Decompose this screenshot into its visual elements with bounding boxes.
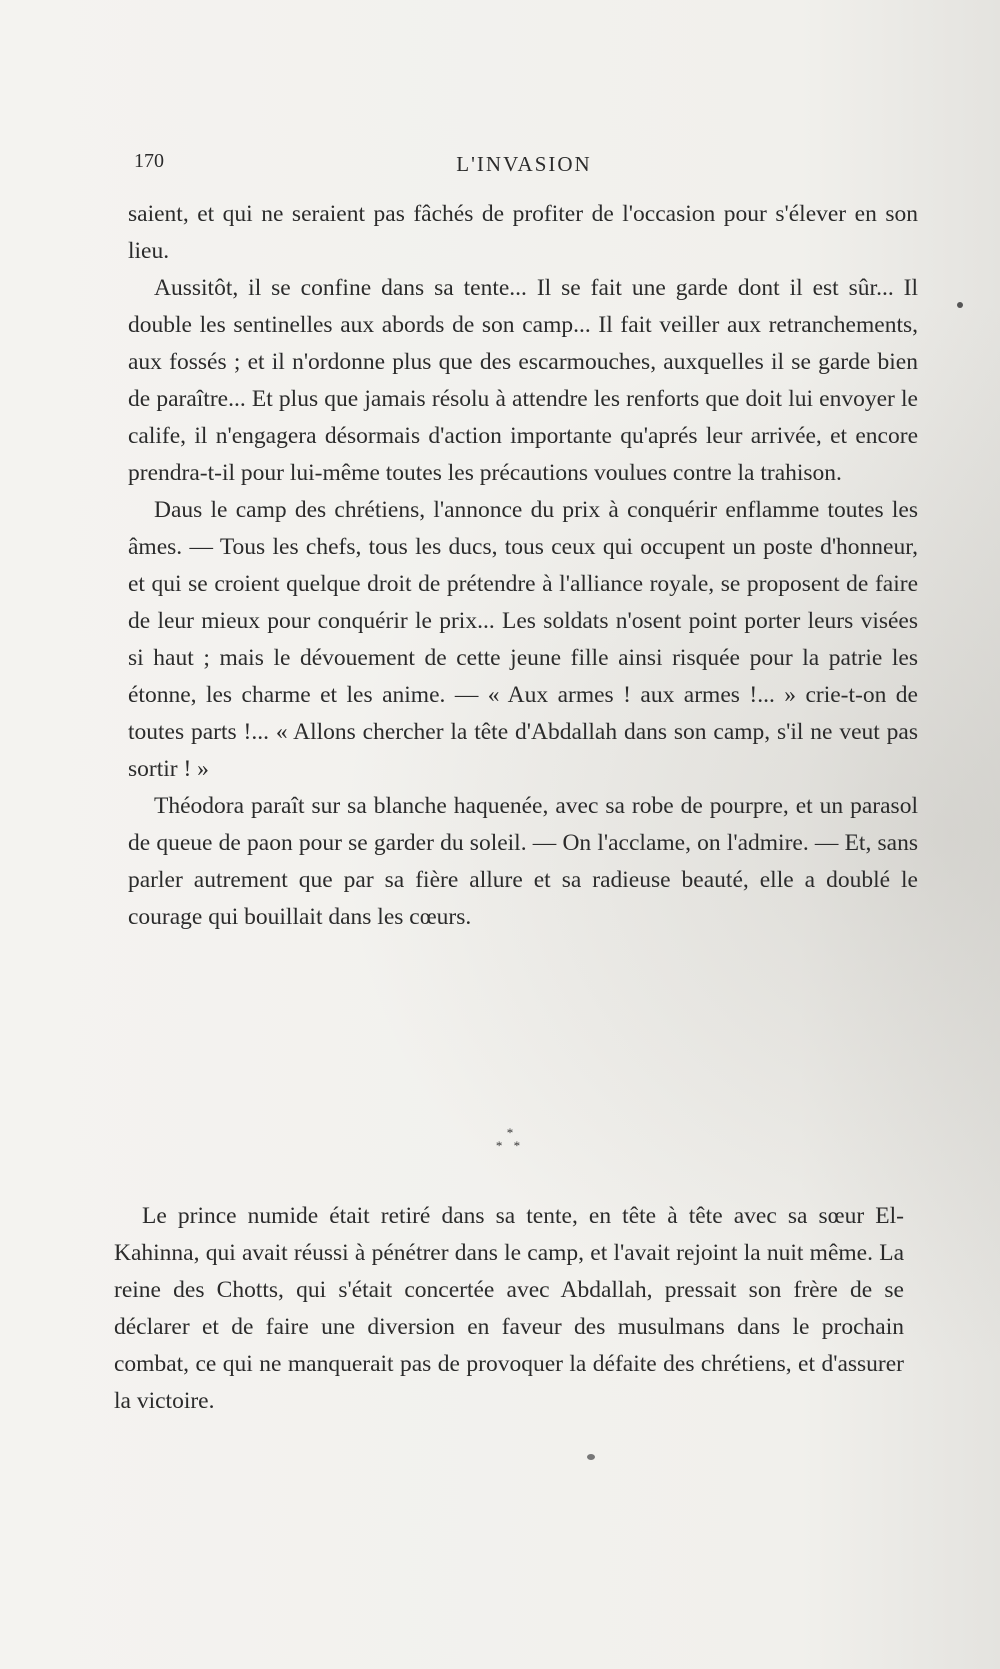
- asterism-bottom: * *: [495, 1138, 525, 1153]
- asterism-top: *: [506, 1125, 514, 1140]
- running-head: [134, 150, 914, 184]
- paragraph-aussitot: Aussitôt, il se confine dans sa tente... Il se fait une garde dont il est sûr... Il double les sentinelles aux abords de son camp... Il fait veiller aux retranchements, aux fossés ; et il n'ordonne plus que des escarmouches, auxquelles il se garde bien de paraître... Et plus que jamais résolu à attendre les renforts que doit lui envoyer le calife, il n'engagera désormais d'action importante qu'aprés leur arrivée, et encore prendra-t-il pour lui-même toutes les précautions voulues contre la trahison.: [128, 275, 918, 486]
- paragraph-prince-numide: Le prince numide était retiré dans sa tente, en tête à tête avec sa sœur El-Kahinna, qui avait réussi à pénétrer dans le camp, et l'avait rejoint la nuit même. La reine des Chotts, qui s'était concertée avec Abdallah, pressait son frère de se déclarer et de faire une diversion en faveur des musulmans dans le prochain combat, ce qui ne manquerait pas de provoquer la défaite des chrétiens, et d'assurer la victoire.: [114, 1203, 904, 1414]
- paragraph-continuation: saient, et qui ne seraient pas fâchés de profiter de l'occasion pour s'élever en son lieu.: [128, 201, 918, 264]
- body-text: [128, 196, 918, 936]
- ink-speck: [957, 302, 963, 308]
- page-number: 170: [134, 150, 164, 172]
- ink-speck: [587, 1454, 595, 1460]
- running-title: L'INVASION: [456, 152, 592, 176]
- paragraph-camp-chretiens: Daus le camp des chrétiens, l'annonce du prix à conquérir enflamme toutes les âmes. — Tous les chefs, tous les ducs, tous ceux qui occupent un poste d'honneur, et qui se croient quelque droit de prétendre à l'alliance royale, se proposent de faire de leur mieux pour conquérir le prix... Les soldats n'osent point porter leurs visées si haut ; mais le dévouement de cette jeune fille ainsi risquée pour la patrie les étonne, les charme et les anime. — « Aux armes ! aux armes !... » crie-t-on de toutes parts !... « Allons chercher la tête d'Abdallah dans son camp, s'il ne veut pas sortir ! »: [128, 497, 918, 782]
- section-break-asterism: [490, 1126, 530, 1166]
- body-text-section-2: [114, 1198, 904, 1420]
- paragraph-theodora: Théodora paraît sur sa blanche haquenée, avec sa robe de pourpre, et un parasol de queue de paon pour se garder du soleil. — On l'acclame, on l'admire. — Et, sans parler autrement que par sa fière allure et sa radieuse beauté, elle a doublé le courage qui bouillait dans les cœurs.: [128, 793, 918, 930]
